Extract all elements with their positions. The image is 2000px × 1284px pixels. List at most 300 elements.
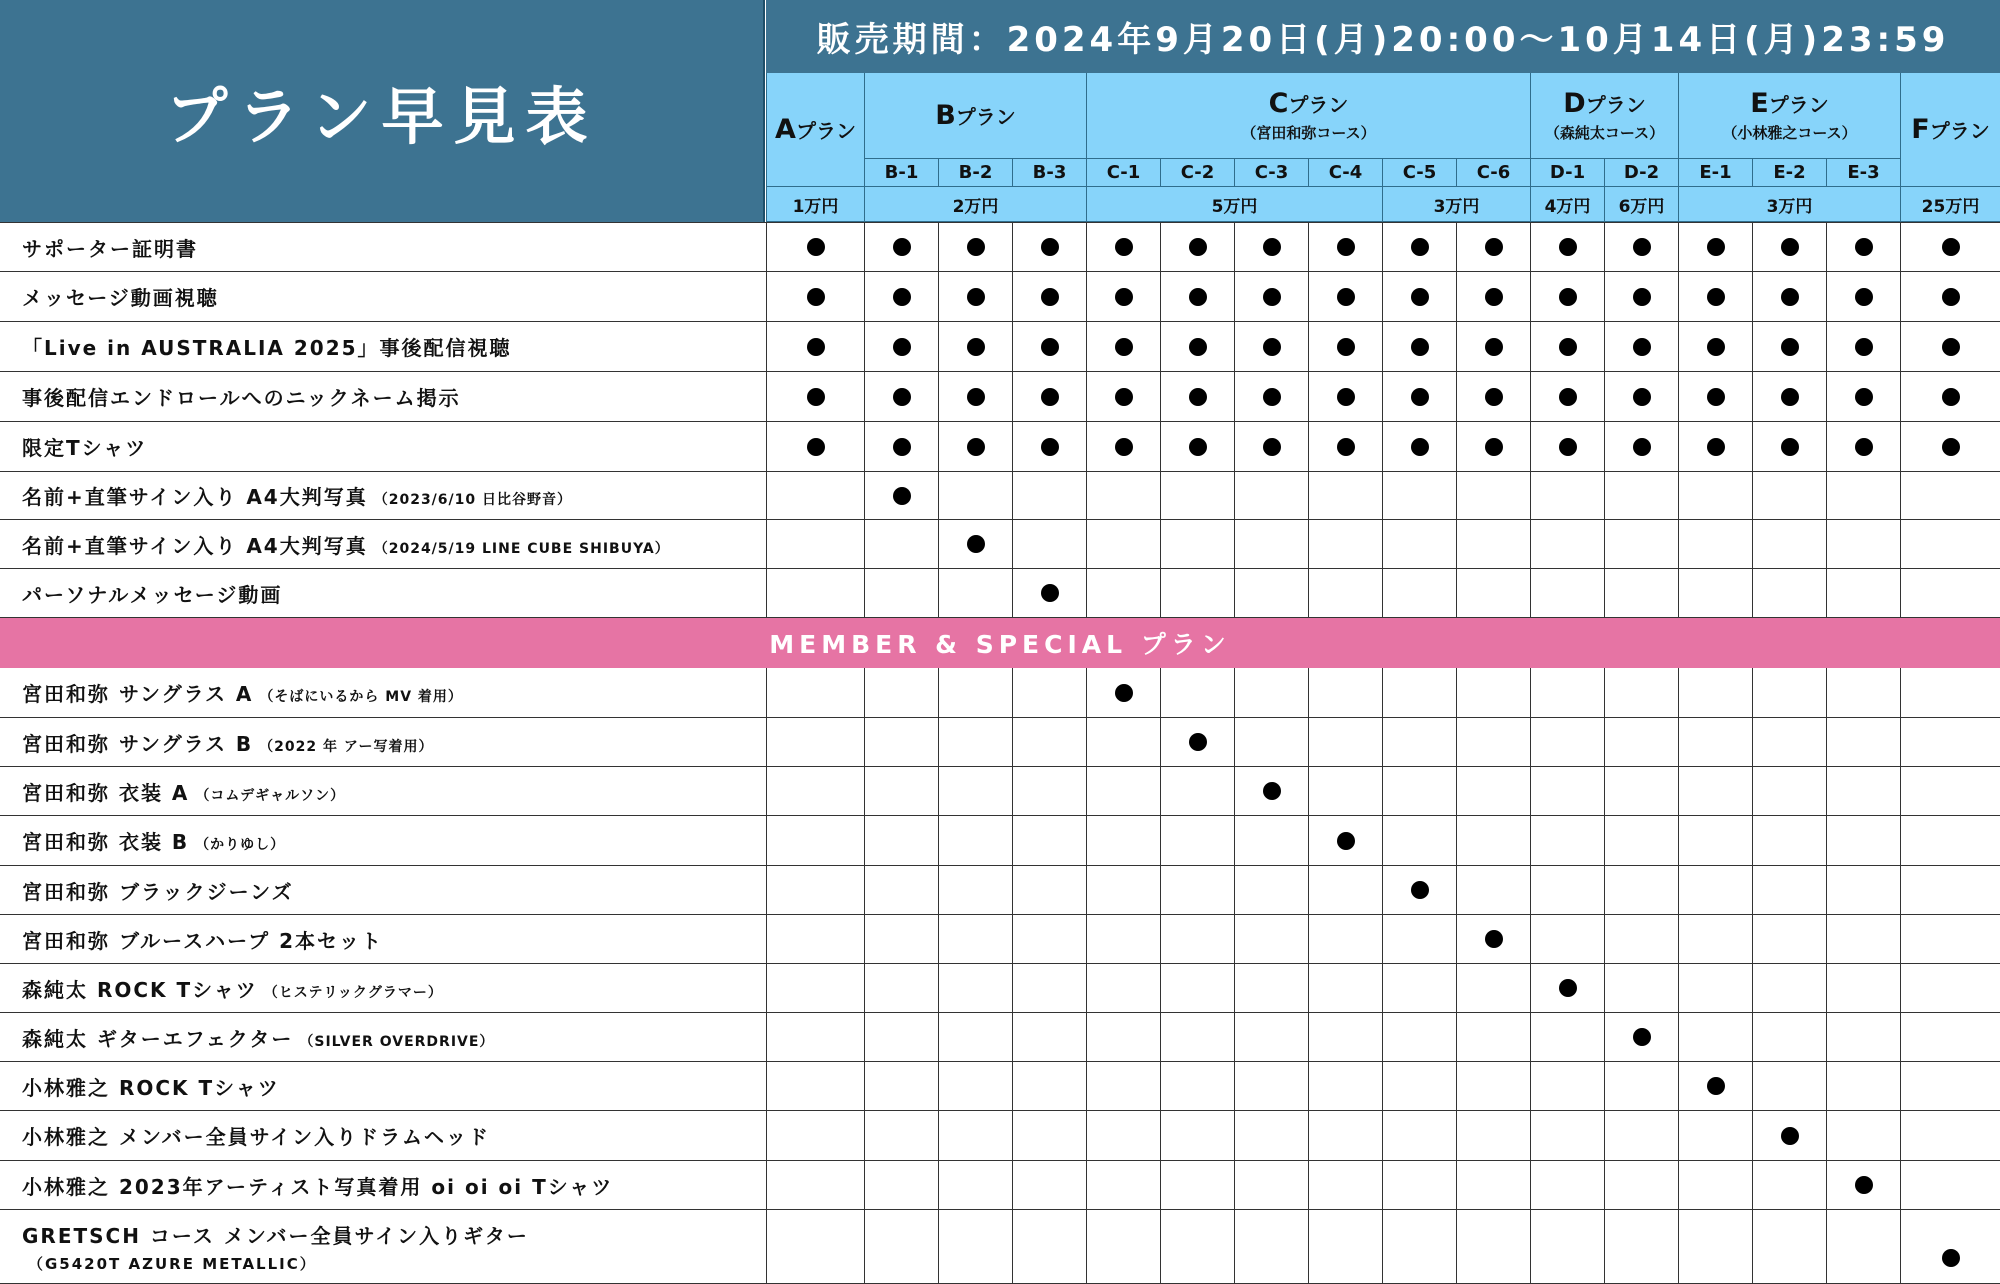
mark-cell-e-1 (1678, 816, 1752, 865)
table-row (0, 668, 2000, 718)
mark-cell-c-5 (1382, 1210, 1456, 1283)
price-cell (1604, 187, 1678, 222)
included-dot-icon (1485, 930, 1503, 948)
mark-cell-e-3 (1826, 1161, 1900, 1209)
plan-letter: A (775, 113, 796, 145)
mark-cell-d-1 (1530, 272, 1604, 321)
mark-cell-e-1 (1678, 1210, 1752, 1283)
included-dot-icon (1041, 238, 1059, 256)
plan-suffix: プラン (1768, 92, 1829, 117)
mark-cell-b-2 (938, 964, 1012, 1012)
benefit-text (22, 530, 765, 559)
mark-cell-d-1 (1530, 1210, 1604, 1283)
included-dot-icon (1633, 388, 1651, 406)
included-dot-icon (1781, 288, 1799, 306)
mark-cell-d-1 (1530, 915, 1604, 963)
benefit-note: （かりゆし） (195, 837, 286, 853)
mark-cell-c-2 (1160, 272, 1234, 321)
benefit-name: 宮田和弥 ブラックジーンズ (22, 879, 294, 904)
included-dot-icon (1041, 338, 1059, 356)
price-cell (1382, 187, 1530, 222)
plan-name (935, 100, 1016, 131)
mark-cell-c-1 (1086, 472, 1160, 519)
plan-name (1563, 88, 1645, 119)
included-dot-icon (1633, 1028, 1651, 1046)
mark-cell-c-5 (1382, 718, 1456, 766)
mark-cell-b-3 (1012, 866, 1086, 914)
included-dot-icon (1263, 782, 1281, 800)
mark-cell-d-2 (1604, 422, 1678, 471)
mark-cell-c-3 (1234, 322, 1308, 371)
mark-cell-f (1900, 1111, 2000, 1160)
mark-cell-c-2 (1160, 569, 1234, 617)
mark-cell-a (766, 1161, 864, 1209)
mark-cell-c-4 (1308, 915, 1382, 963)
included-dot-icon (807, 288, 825, 306)
plan-letter: E (1750, 87, 1769, 119)
mark-cell-c-5 (1382, 372, 1456, 421)
table-row (0, 1210, 2000, 1284)
benefit-text (22, 432, 765, 461)
plan-code-label: C-1 (1106, 162, 1141, 183)
mark-cell-c-6 (1456, 1210, 1530, 1283)
mark-cell-c-5 (1382, 1161, 1456, 1209)
mark-cell-d-2 (1604, 915, 1678, 963)
mark-cell-c-4 (1308, 422, 1382, 471)
mark-cell-a (766, 569, 864, 617)
benefit-label (0, 223, 765, 271)
mark-cell-e-1 (1678, 272, 1752, 321)
mark-cell-e-3 (1826, 272, 1900, 321)
mark-cell-c-6 (1456, 223, 1530, 271)
included-dot-icon (1707, 338, 1725, 356)
mark-cell-c-1 (1086, 1210, 1160, 1283)
mark-cell-b-3 (1012, 223, 1086, 271)
plan-suffix: プラン (1585, 92, 1646, 117)
benefit-text (22, 1121, 765, 1150)
included-dot-icon (1189, 288, 1207, 306)
mark-cell-e-2 (1752, 422, 1826, 471)
mark-cell-c-5 (1382, 472, 1456, 519)
price-label: 1万円 (792, 196, 839, 217)
mark-cell-c-4 (1308, 1161, 1382, 1209)
mark-cell-e-1 (1678, 866, 1752, 914)
benefit-text (22, 777, 765, 806)
included-dot-icon (1942, 388, 1960, 406)
benefit-label (0, 816, 765, 865)
benefit-name: 小林雅之 メンバー全員サイン入りドラムヘッド (22, 1125, 490, 1149)
included-dot-icon (1942, 338, 1960, 356)
mark-cell-e-2 (1752, 372, 1826, 421)
included-dot-icon (1559, 288, 1577, 306)
plan-name (1911, 114, 1989, 145)
mark-cell-a (766, 718, 864, 766)
mark-cell-b-2 (938, 1161, 1012, 1209)
plan-code-c-1 (1086, 159, 1160, 187)
mark-cell-f (1900, 569, 2000, 617)
included-dot-icon (1189, 388, 1207, 406)
table-row (0, 272, 2000, 322)
mark-cell-d-1 (1530, 1161, 1604, 1209)
price-label: 6万円 (1618, 196, 1665, 217)
mark-cell-d-1 (1530, 569, 1604, 617)
included-dot-icon (967, 535, 985, 553)
mark-cell-a (766, 866, 864, 914)
mark-cell-e-1 (1678, 767, 1752, 815)
mark-cell-d-2 (1604, 1062, 1678, 1110)
mark-cell-e-3 (1826, 767, 1900, 815)
mark-cell-d-2 (1604, 223, 1678, 271)
mark-cell-b-2 (938, 272, 1012, 321)
plan-code-label: B-2 (958, 162, 993, 183)
mark-cell-d-1 (1530, 964, 1604, 1012)
mark-cell-b-3 (1012, 1210, 1086, 1283)
mark-cell-a (766, 272, 864, 321)
mark-cell-e-1 (1678, 668, 1752, 717)
mark-cell-b-1 (864, 1013, 938, 1061)
mark-cell-a (766, 964, 864, 1012)
mark-cell-c-4 (1308, 718, 1382, 766)
mark-cell-e-1 (1678, 520, 1752, 568)
mark-cell-b-1 (864, 272, 938, 321)
mark-cell-c-1 (1086, 1161, 1160, 1209)
included-dot-icon (1707, 438, 1725, 456)
mark-cell-b-2 (938, 223, 1012, 271)
plan-name (775, 114, 856, 145)
included-dot-icon (1263, 288, 1281, 306)
mark-cell-f (1900, 520, 2000, 568)
included-dot-icon (1115, 338, 1133, 356)
benefit-name: 宮田和弥 ブルースハープ 2本セット (22, 928, 384, 953)
mark-cell-b-2 (938, 322, 1012, 371)
included-dot-icon (1855, 338, 1873, 356)
mark-cell-e-2 (1752, 767, 1826, 815)
mark-cell-e-2 (1752, 964, 1826, 1012)
mark-cell-b-3 (1012, 915, 1086, 963)
mark-cell-d-1 (1530, 1111, 1604, 1160)
mark-cell-c-2 (1160, 1111, 1234, 1160)
mark-cell-d-2 (1604, 472, 1678, 519)
mark-cell-d-1 (1530, 668, 1604, 717)
mark-cell-f (1900, 372, 2000, 421)
mark-cell-e-2 (1752, 915, 1826, 963)
mark-cell-c-6 (1456, 1013, 1530, 1061)
price-cell (1086, 187, 1382, 222)
mark-cell-e-3 (1826, 422, 1900, 471)
plan-course-name: （森純太コース） (1544, 124, 1665, 143)
mark-cell-c-1 (1086, 272, 1160, 321)
mark-cell-d-1 (1530, 866, 1604, 914)
plan-code-b-2 (938, 159, 1012, 187)
mark-cell-b-2 (938, 1013, 1012, 1061)
mark-cell-c-4 (1308, 816, 1382, 865)
mark-cell-e-1 (1678, 372, 1752, 421)
benefit-text (22, 233, 765, 262)
mark-cell-c-2 (1160, 816, 1234, 865)
included-dot-icon (967, 288, 985, 306)
price-label: 5万円 (1211, 196, 1258, 217)
mark-cell-c-6 (1456, 1111, 1530, 1160)
mark-cell-d-2 (1604, 1210, 1678, 1283)
mark-cell-d-2 (1604, 718, 1678, 766)
plan-code-d-2 (1604, 159, 1678, 187)
mark-cell-c-5 (1382, 964, 1456, 1012)
benefit-label (0, 767, 765, 815)
mark-cell-b-1 (864, 816, 938, 865)
mark-cell-e-3 (1826, 322, 1900, 371)
price-label: 25万円 (1921, 196, 1980, 217)
mark-cell-d-2 (1604, 1013, 1678, 1061)
mark-cell-a (766, 767, 864, 815)
included-dot-icon (1559, 438, 1577, 456)
plan-name (1269, 88, 1349, 119)
benefit-label (0, 915, 765, 963)
mark-cell-c-6 (1456, 816, 1530, 865)
mark-cell-c-5 (1382, 1013, 1456, 1061)
plan-name (1750, 88, 1828, 119)
mark-cell-a (766, 223, 864, 271)
mark-cell-c-3 (1234, 718, 1308, 766)
mark-cell-f (1900, 915, 2000, 963)
mark-cell-a (766, 1210, 864, 1283)
table-row (0, 520, 2000, 569)
plan-suffix: プラン (1929, 118, 1990, 143)
mark-cell-b-3 (1012, 472, 1086, 519)
benefit-label (0, 1111, 765, 1160)
included-dot-icon (1337, 238, 1355, 256)
plan-code-e-2 (1752, 159, 1826, 187)
mark-cell-a (766, 322, 864, 371)
mark-cell-e-1 (1678, 718, 1752, 766)
mark-cell-c-3 (1234, 915, 1308, 963)
benefit-text (22, 826, 765, 855)
mark-cell-e-1 (1678, 915, 1752, 963)
plan-code-label: C-2 (1180, 162, 1215, 183)
mark-cell-a (766, 915, 864, 963)
mark-cell-e-1 (1678, 1013, 1752, 1061)
table-row (0, 1013, 2000, 1062)
plan-suffix: プラン (955, 104, 1016, 129)
included-dot-icon (1041, 388, 1059, 406)
benefit-label (0, 1161, 765, 1209)
mark-cell-e-1 (1678, 472, 1752, 519)
benefit-note: （G5420T AZURE METALLIC） (28, 1254, 317, 1273)
mark-cell-b-1 (864, 668, 938, 717)
mark-cell-c-2 (1160, 718, 1234, 766)
plan-code-label: C-6 (1476, 162, 1511, 183)
table-row (0, 915, 2000, 964)
mark-cell-c-2 (1160, 1210, 1234, 1283)
included-dot-icon (1559, 388, 1577, 406)
benefit-note: （そばにいるから MV 着用） (259, 689, 463, 705)
mark-cell-c-6 (1456, 372, 1530, 421)
mark-cell-d-2 (1604, 372, 1678, 421)
benefit-text (22, 332, 765, 361)
mark-cell-e-3 (1826, 1111, 1900, 1160)
mark-cell-e-2 (1752, 1111, 1826, 1160)
mark-cell-b-1 (864, 520, 938, 568)
benefit-name: 限定Tシャツ (22, 436, 148, 460)
mark-cell-b-1 (864, 964, 938, 1012)
mark-cell-d-1 (1530, 1062, 1604, 1110)
mark-cell-f (1900, 718, 2000, 766)
mark-cell-a (766, 422, 864, 471)
mark-cell-d-2 (1604, 272, 1678, 321)
benefit-label (0, 322, 765, 371)
benefit-name: サポーター証明書 (22, 236, 198, 261)
table-row (0, 1161, 2000, 1210)
included-dot-icon (1189, 438, 1207, 456)
mark-cell-c-3 (1234, 223, 1308, 271)
mark-cell-e-3 (1826, 372, 1900, 421)
price-cell (1678, 187, 1900, 222)
included-dot-icon (893, 338, 911, 356)
mark-cell-c-1 (1086, 718, 1160, 766)
benefit-label (0, 668, 765, 717)
mark-cell-c-6 (1456, 422, 1530, 471)
plan-suffix: プラン (1288, 92, 1349, 117)
mark-cell-c-5 (1382, 272, 1456, 321)
benefit-text (22, 382, 765, 411)
mark-cell-f (1900, 272, 2000, 321)
included-dot-icon (1337, 288, 1355, 306)
included-dot-icon (1559, 338, 1577, 356)
mark-cell-c-1 (1086, 1013, 1160, 1061)
plan-code-c-2 (1160, 159, 1234, 187)
mark-cell-c-4 (1308, 272, 1382, 321)
benefit-label (0, 372, 765, 421)
mark-cell-b-3 (1012, 520, 1086, 568)
mark-cell-c-6 (1456, 472, 1530, 519)
mark-cell-c-2 (1160, 1062, 1234, 1110)
benefit-text (22, 481, 765, 510)
included-dot-icon (1189, 733, 1207, 751)
plan-code-label: C-5 (1402, 162, 1437, 183)
benefit-label (0, 1013, 765, 1061)
mark-cell-b-2 (938, 668, 1012, 717)
mark-cell-b-3 (1012, 816, 1086, 865)
mark-cell-e-1 (1678, 1111, 1752, 1160)
mark-cell-c-1 (1086, 322, 1160, 371)
price-cell (1900, 187, 2000, 222)
included-dot-icon (1041, 584, 1059, 602)
mark-cell-c-2 (1160, 372, 1234, 421)
mark-cell-d-1 (1530, 322, 1604, 371)
included-dot-icon (1633, 338, 1651, 356)
benefit-name: 小林雅之 ROCK Tシャツ (22, 1075, 280, 1100)
mark-cell-c-3 (1234, 1013, 1308, 1061)
benefit-label (0, 472, 765, 519)
benefit-name: 事後配信エンドロールへのニックネーム掲示 (22, 386, 461, 410)
mark-cell-b-1 (864, 1111, 938, 1160)
mark-cell-e-3 (1826, 718, 1900, 766)
mark-cell-c-5 (1382, 1111, 1456, 1160)
mark-cell-c-3 (1234, 272, 1308, 321)
mark-cell-b-3 (1012, 1111, 1086, 1160)
mark-cell-e-2 (1752, 472, 1826, 519)
mark-cell-f (1900, 1210, 2000, 1283)
mark-cell-b-2 (938, 816, 1012, 865)
included-dot-icon (1855, 388, 1873, 406)
mark-cell-a (766, 472, 864, 519)
price-cell (1530, 187, 1604, 222)
mark-cell-b-3 (1012, 718, 1086, 766)
included-dot-icon (1485, 238, 1503, 256)
plan-header-a (766, 73, 864, 187)
mark-cell-b-3 (1012, 767, 1086, 815)
price-label: 2万円 (952, 196, 999, 217)
included-dot-icon (1263, 238, 1281, 256)
mark-cell-e-3 (1826, 1210, 1900, 1283)
mark-cell-e-3 (1826, 668, 1900, 717)
plan-letter: C (1268, 87, 1289, 119)
mark-cell-e-3 (1826, 223, 1900, 271)
benefit-name: 小林雅之 2023年アーティスト写真着用 oi oi oi Tシャツ (22, 1174, 614, 1199)
mark-cell-c-1 (1086, 816, 1160, 865)
mark-cell-b-3 (1012, 964, 1086, 1012)
mark-cell-e-2 (1752, 1013, 1826, 1061)
mark-cell-e-3 (1826, 964, 1900, 1012)
included-dot-icon (1263, 338, 1281, 356)
mark-cell-c-2 (1160, 915, 1234, 963)
mark-cell-b-2 (938, 866, 1012, 914)
mark-cell-c-3 (1234, 472, 1308, 519)
mark-cell-e-3 (1826, 472, 1900, 519)
mark-cell-b-1 (864, 718, 938, 766)
included-dot-icon (1485, 388, 1503, 406)
mark-cell-e-2 (1752, 866, 1826, 914)
mark-cell-c-5 (1382, 322, 1456, 371)
included-dot-icon (1855, 1176, 1873, 1194)
mark-cell-e-2 (1752, 223, 1826, 271)
mark-cell-c-6 (1456, 569, 1530, 617)
mark-cell-a (766, 372, 864, 421)
benefit-text (22, 1220, 765, 1249)
mark-cell-c-3 (1234, 372, 1308, 421)
mark-cell-e-2 (1752, 1210, 1826, 1283)
mark-cell-b-3 (1012, 1161, 1086, 1209)
mark-cell-f (1900, 1161, 2000, 1209)
benefit-label (0, 718, 765, 766)
mark-cell-b-1 (864, 322, 938, 371)
mark-cell-b-1 (864, 1062, 938, 1110)
mark-cell-c-4 (1308, 1062, 1382, 1110)
included-dot-icon (1115, 684, 1133, 702)
mark-cell-e-3 (1826, 1013, 1900, 1061)
mark-cell-c-6 (1456, 520, 1530, 568)
mark-cell-d-2 (1604, 520, 1678, 568)
plan-code-c-4 (1308, 159, 1382, 187)
benefit-text (22, 282, 765, 311)
included-dot-icon (1411, 881, 1429, 899)
included-dot-icon (1115, 288, 1133, 306)
plan-code-label: B-3 (1032, 162, 1067, 183)
mark-cell-b-1 (864, 569, 938, 617)
mark-cell-c-4 (1308, 1210, 1382, 1283)
mark-cell-c-1 (1086, 569, 1160, 617)
plan-code-label: D-1 (1549, 162, 1586, 183)
mark-cell-c-6 (1456, 322, 1530, 371)
table-row (0, 222, 2000, 272)
benefit-name: 名前+直筆サイン入り A4大判写真 (22, 485, 368, 509)
mark-cell-b-3 (1012, 569, 1086, 617)
benefit-text (22, 728, 765, 757)
price-cell (864, 187, 1086, 222)
mark-cell-b-2 (938, 1062, 1012, 1110)
mark-cell-d-1 (1530, 520, 1604, 568)
table-row (0, 1062, 2000, 1111)
mark-cell-d-1 (1530, 718, 1604, 766)
